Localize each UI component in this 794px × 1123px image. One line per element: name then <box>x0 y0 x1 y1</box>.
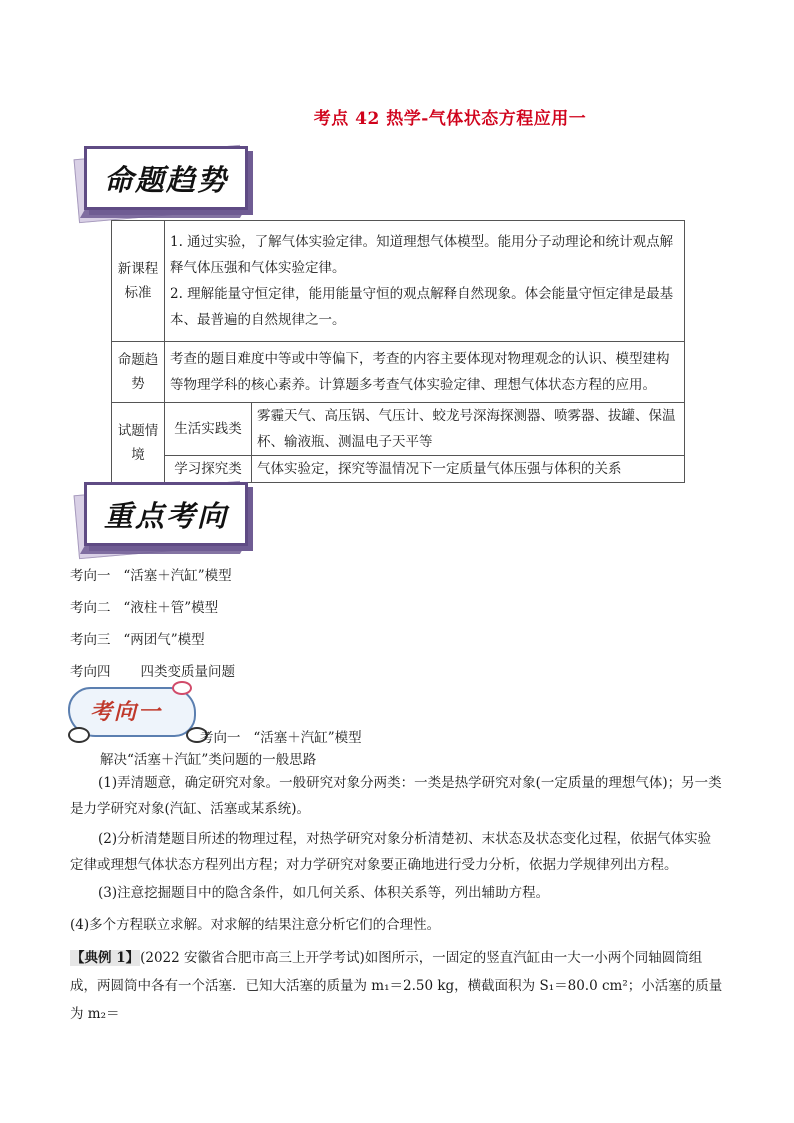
example-text: 如图所示，一固定的竖直汽缸由一大一小两个同轴圆筒组成，两圆筒中各有一个活塞．已知大活塞的质量为 m₁＝2.50 kg，横截面积为 S₁＝80.0 cm²；小活塞的质量为 m₂＝ <box>70 950 723 1022</box>
trend-banner <box>76 146 256 226</box>
list-item: 考向三 “两团气”模型 <box>70 632 205 648</box>
row-header-context: 试题情境 <box>112 403 165 483</box>
section-badge-label: 考向一 <box>90 699 163 725</box>
standard-line-2: 2. 理解能量守恒定律，能用能量守恒的观点解释自然现象。体会能量守恒定律是最基本、最普遍的自然规律之一。 <box>170 286 674 328</box>
row-header-trend: 命题趋势 <box>112 342 165 403</box>
step-4: (4)多个方程联立求解。对求解的结果注意分析它们的合理性。 <box>70 917 441 933</box>
context-life-content: 雾霾天气、高压锅、气压计、蛟龙号深海探测器、喷雾器、拔罐、保温杯、输液瓶、测温电子天平等 <box>252 403 685 456</box>
context-sub-life: 生活实践类 <box>165 403 252 456</box>
section-heading: 考向一 “活塞＋汽缸”模型 <box>200 730 362 746</box>
decor-dot <box>172 681 192 695</box>
trend-banner-label: 命题趋势 <box>103 162 228 197</box>
list-item: 考向一 “活塞＋汽缸”模型 <box>70 568 232 584</box>
table-row <box>112 221 685 342</box>
banner-front <box>84 146 248 210</box>
list-item: 考向四 四类变质量问题 <box>70 664 236 680</box>
decor-dot <box>68 727 90 743</box>
list-item: 考向二 “液柱＋管”模型 <box>70 600 219 616</box>
row-header-standard: 新课程标准 <box>112 221 165 342</box>
focus-banner-label: 重点考向 <box>103 498 228 533</box>
trend-content: 考查的题目难度中等或中等偏下，考查的内容主要体现对物理观念的认识、模型建构等物理学科的核心素养。计算题多考查气体实验定律、理想气体状态方程的应用。 <box>165 342 685 403</box>
table-row <box>112 456 685 483</box>
context-study-content: 气体实验定，探究等温情况下一定质量气体压强与体积的关系 <box>252 456 685 483</box>
example-source: (2022 安徽省合肥市高三上开学考试) <box>140 950 365 966</box>
standard-line-1: 1. 通过实验，了解气体实验定律。知道理想气体模型。能用分子动理论和统计观点解释气体压强和气体实验定律。 <box>170 234 674 276</box>
banner-front <box>84 482 248 546</box>
page-title: 考点 42 热学-气体状态方程应用一 <box>313 109 587 129</box>
sub-heading: 解决“活塞＋汽缸”类问题的一般思路 <box>100 752 317 768</box>
standard-content <box>165 221 685 342</box>
context-sub-study: 学习探究类 <box>165 456 252 483</box>
focus-banner <box>76 482 256 562</box>
step-3: (3)注意挖掘题目中的隐含条件，如几何关系、体积关系等，列出辅助方程。 <box>98 885 550 901</box>
example-tag: 【典例 1】 <box>71 950 140 966</box>
table-row <box>112 403 685 456</box>
example-paragraph <box>70 944 726 1028</box>
section-badge <box>68 683 203 743</box>
direction-list <box>70 560 235 688</box>
step-1: (1)弄清题意，确定研究对象。一般研究对象分两类：一类是热学研究对象(一定质量的理想气体)；另一类是力学研究对象(汽缸、活塞或某系统)。 <box>70 775 722 817</box>
step-2: (2)分析清楚题目所述的物理过程，对热学研究对象分析清楚初、末状态及状态变化过程，依据气体实验定律或理想气体状态方程列出方程；对力学研究对象要正确地进行受力分析，依据力学规律列出方程。 <box>70 831 712 873</box>
table-row <box>112 342 685 403</box>
curriculum-table <box>111 220 685 483</box>
